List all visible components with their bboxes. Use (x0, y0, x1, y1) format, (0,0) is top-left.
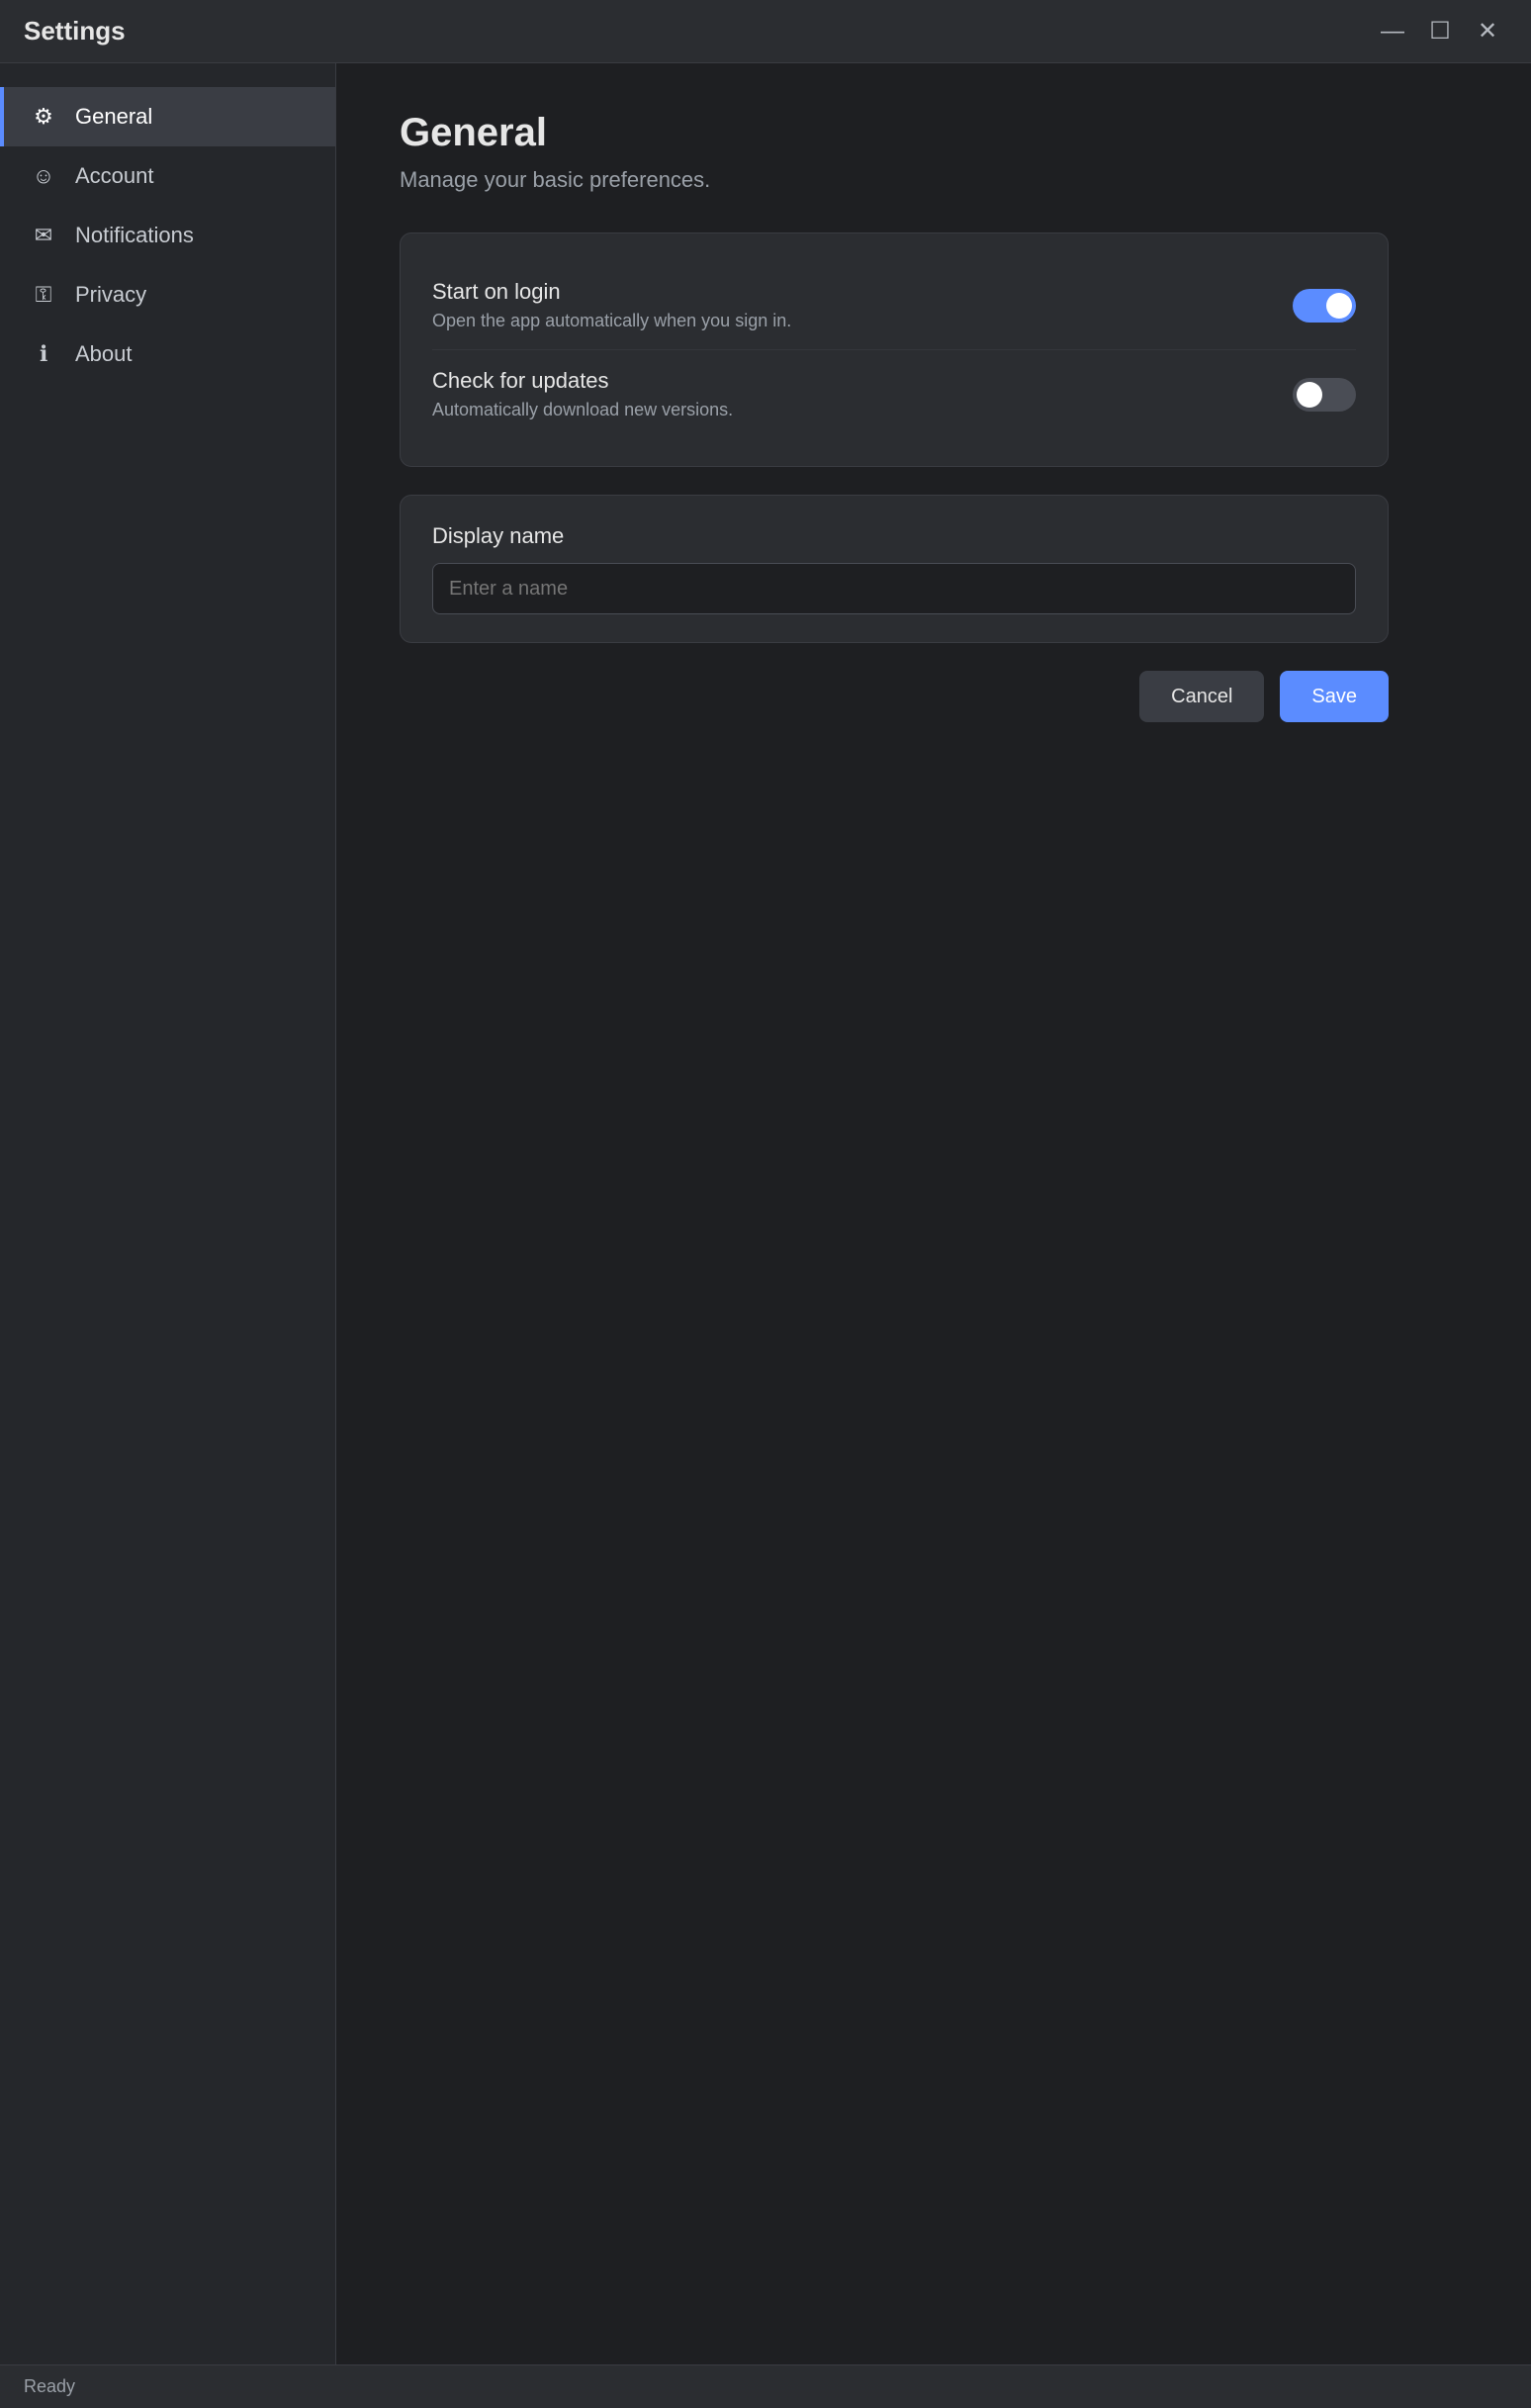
minimize-button[interactable]: — (1381, 17, 1404, 45)
sidebar-item-label: Privacy (75, 282, 147, 307)
status-text: Ready (24, 2376, 76, 2396)
status-bar (0, 2364, 1531, 2408)
setting-label: Check for updates (432, 368, 609, 393)
display-name-input[interactable] (432, 563, 1356, 614)
page-subtitle: Manage your basic preferences. (400, 167, 711, 192)
app-title: Settings (24, 16, 126, 46)
lock-icon: ⚿ (35, 282, 52, 307)
check-updates-toggle[interactable] (1293, 378, 1356, 412)
maximize-button[interactable]: ☐ (1429, 18, 1451, 45)
info-icon: ℹ (39, 341, 48, 366)
profile-card (400, 495, 1389, 643)
sidebar-item-account[interactable] (0, 146, 335, 206)
setting-text (432, 368, 733, 420)
user-icon: ☺ (32, 163, 55, 188)
main-panel (336, 63, 1531, 2364)
save-button[interactable]: Save (1280, 671, 1389, 722)
sidebar-item-label: Notifications (75, 223, 194, 247)
settings-card (400, 232, 1389, 467)
gear-icon: ⚙ (34, 104, 53, 129)
setting-description: Open the app automatically when you sign in. (432, 311, 792, 330)
content-area (0, 63, 1531, 2364)
cancel-button[interactable]: Cancel (1139, 671, 1264, 722)
sidebar-item-label: About (75, 341, 133, 366)
page-title: General (400, 111, 547, 154)
envelope-icon: ✉ (34, 223, 53, 247)
setting-row (432, 261, 1356, 350)
setting-label: Start on login (432, 279, 561, 304)
sidebar-item-privacy[interactable] (0, 265, 335, 324)
sidebar-item-about[interactable] (0, 324, 335, 384)
setting-row (432, 350, 1356, 438)
title-bar (0, 0, 1531, 63)
sidebar-item-notifications[interactable] (0, 206, 335, 265)
setting-text (432, 279, 791, 331)
setting-description: Automatically download new versions. (432, 400, 734, 419)
sidebar (0, 63, 336, 2364)
action-bar (400, 671, 1389, 722)
display-name-label: Display name (432, 523, 565, 548)
sidebar-item-label: General (75, 104, 153, 129)
start-on-login-toggle[interactable] (1293, 289, 1356, 323)
sidebar-item-label: Account (75, 163, 154, 188)
close-button[interactable]: ✕ (1477, 18, 1498, 45)
sidebar-item-general[interactable] (0, 87, 335, 146)
